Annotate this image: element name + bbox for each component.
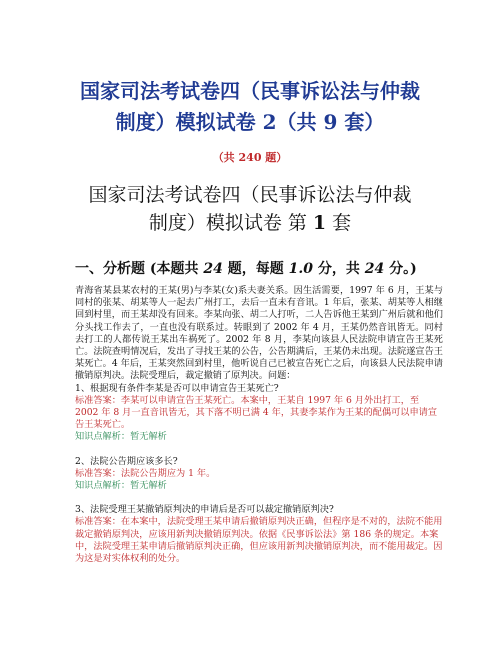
sub-title <box>0 181 500 237</box>
answer-2: 标准答案：法院公告期应为 1 年。 <box>75 467 216 479</box>
main-title-line-2: 制度）模拟试卷 2（共 9 套） <box>115 110 385 134</box>
question-count: （共 240 题） <box>212 151 288 164</box>
section-count: 24 <box>203 261 223 277</box>
sub-title-prefix: 制度）模拟试卷 第 <box>148 212 313 234</box>
sub-title-number: 1 <box>312 212 327 234</box>
explanation-1: 知识点解析：暂无解析 <box>75 431 167 443</box>
main-title <box>0 76 500 138</box>
section-text-2: 题，每题 <box>222 261 289 277</box>
section-text-3: 分，共 <box>312 261 365 277</box>
sub-title-suffix: 套 <box>326 212 352 234</box>
main-title-line-1: 国家司法考试卷四（民事诉讼法与仲裁 <box>80 79 420 103</box>
content-body <box>75 285 443 565</box>
section-text-1: 一、分析题 (本题共 <box>75 261 204 277</box>
section-points-each: 1.0 <box>288 261 313 277</box>
section-heading <box>75 258 455 278</box>
question-3: 3、法院受理王某撤销原判决的申请后是否可以裁定撤销原判决? <box>75 504 334 516</box>
sub-title-line-1: 国家司法考试卷四（民事诉讼法与仲裁 <box>88 184 412 206</box>
answer-3: 标准答案：在本案中，法院受理王某申请后撤销原判决正确，但程序是不对的，法院不能用裁定撤销原判决，应该用新判决撤销原判决。依据《民事诉讼法》第 186 条的规定。本案中，法院受理王某申请后撤销原判决正确，但应该用新判决撤销原判决，而不能用裁定。因为这是对实体权利的处分。 <box>75 516 443 565</box>
explanation-2: 知识点解析：暂无解析 <box>75 480 167 492</box>
section-points-total: 24 <box>364 261 385 277</box>
question-1: 1、根据现有条件李某是否可以申请宣告王某死亡? <box>75 382 279 394</box>
sub-title-line-2 <box>0 209 500 237</box>
question-2: 2、法院公告期应该多长? <box>75 455 178 467</box>
answer-1: 标准答案：李某可以申请宣告王某死亡。本案中，王某自 1997 年 6 月外出打工，至 2002 年 8 月一直音讯皆无，其下落不明已满 4 年，其妻李某作为王某的配偶可以申请宣告王某死亡。 <box>75 394 438 431</box>
case-passage: 青海省某县某农村的王某(男)与李某(女)系夫妻关系。因生活需要，1997 年 6 月，王某与同村的张某、胡某等人一起去广州打工，去后一直未有音讯。1 年后，张某、胡某等人相继回到村里，而王某却没有回来。李某向张、胡二人打听，二人告诉他王某到广州后就和他们分头找工作去了，一直也没有联系过。转眼到了 2002 年 4 月，王某仍然音讯皆无。同村去打工的人都传说王某出车祸死了。2002 年 8 月，李某向该县人民法院申请宣告王某死亡。法院查明情况后，发出了寻找王某的公告，公告期满后，王某仍未出现。法院遂宣告王某死亡。4 年后，王某突然回到村里，他听说自己已被宣告死亡之后，向该县人民法院申请撤销原判决。法院受理后，裁定撤销了原判决。问题： <box>75 285 443 382</box>
section-text-4: 分。) <box>384 261 417 277</box>
